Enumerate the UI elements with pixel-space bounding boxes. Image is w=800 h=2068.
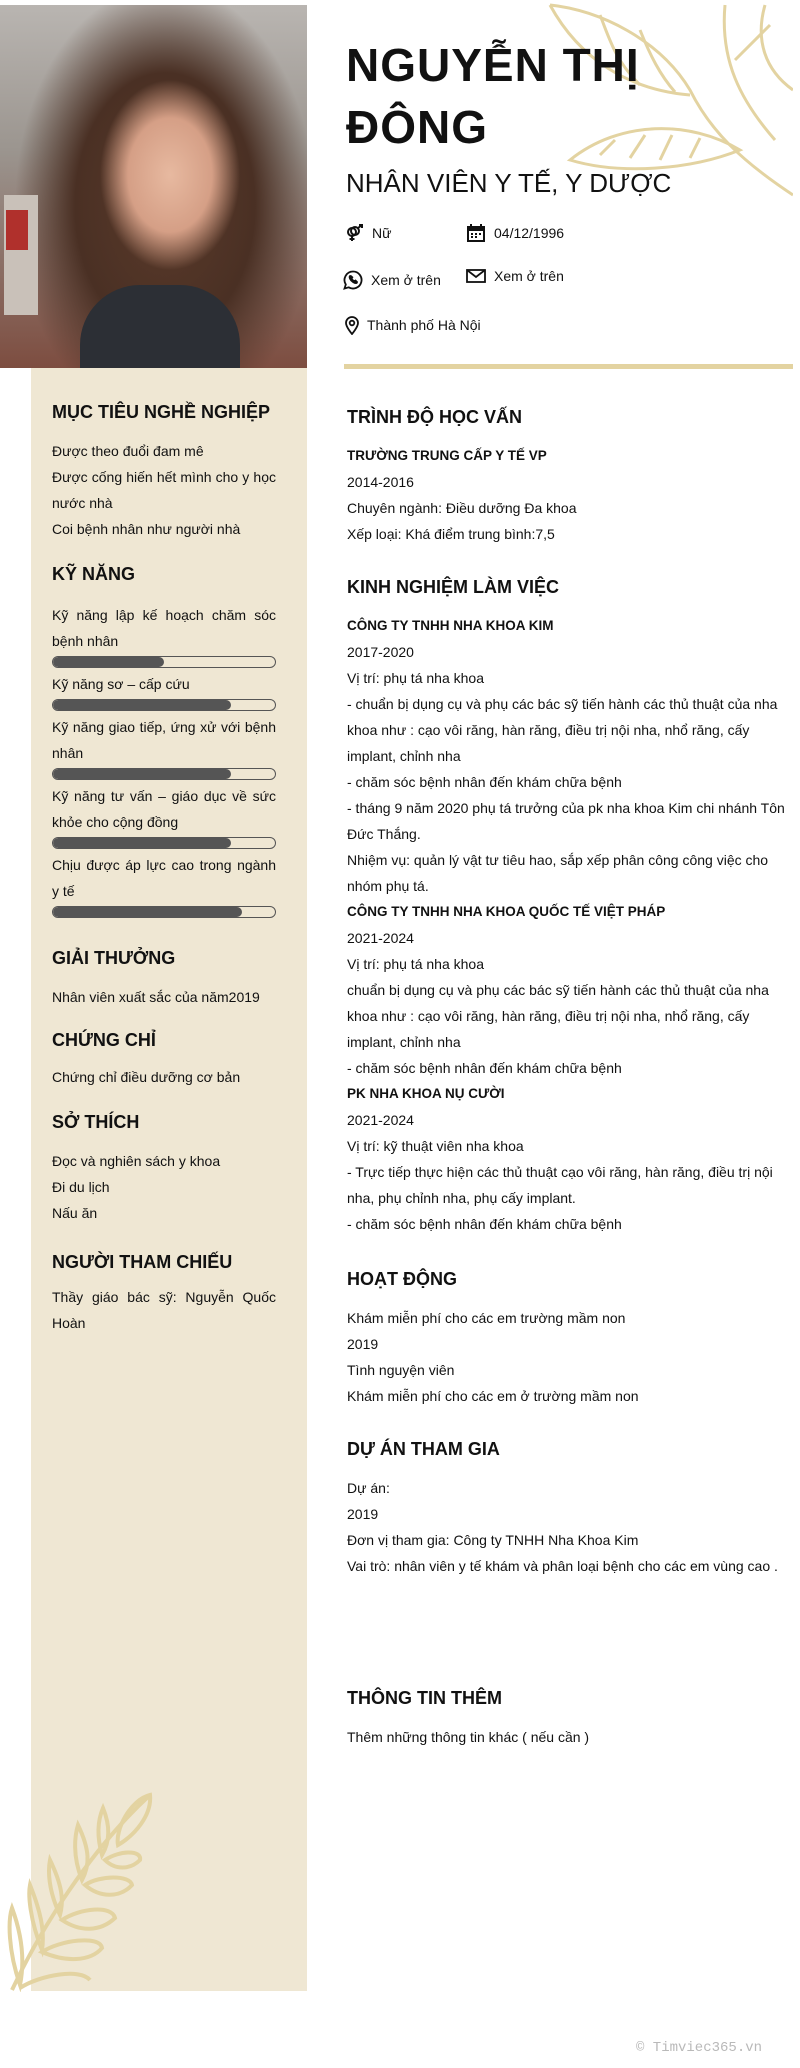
phone-info — [343, 270, 441, 290]
additional-info-section — [347, 1686, 792, 1750]
job-detail-line: Vị trí: phụ tá nha khoa — [347, 956, 484, 972]
skill-label: Kỹ năng giao tiếp, ứng xử với bệnh nhân — [52, 719, 276, 761]
awards-heading: GIẢI THƯỞNG — [52, 948, 176, 968]
job-detail-line: Vị trí: phụ tá nha khoa — [347, 670, 484, 686]
skill-bar-fill — [53, 657, 164, 667]
skill-item — [52, 852, 276, 918]
projects-line: Đơn vị tham gia: Công ty TNHH Nha Khoa Kim — [347, 1532, 639, 1548]
skill-bar — [52, 906, 276, 918]
hobby-item: Đi du lịch — [52, 1179, 110, 1195]
skill-bar-fill — [53, 907, 242, 917]
job-item — [347, 899, 792, 1081]
location-pin-icon — [342, 315, 362, 335]
skill-bar — [52, 656, 276, 668]
job-detail-line: 2017-2020 — [347, 644, 414, 660]
header-divider — [344, 364, 793, 369]
skill-label: Chịu được áp lực cao trong ngành y tế — [52, 857, 276, 899]
skill-item — [52, 783, 276, 849]
skill-bar — [52, 768, 276, 780]
job-detail-line: - chăm sóc bệnh nhân đến khám chữa bệnh — [347, 1216, 622, 1232]
hobbies-heading: SỞ THÍCH — [52, 1112, 140, 1132]
job-detail-line: - chăm sóc bệnh nhân đến khám chữa bệnh — [347, 774, 622, 790]
phone-value: Xem ở trên — [371, 272, 441, 288]
email-info — [466, 266, 564, 286]
activities-line: Khám miễn phí cho các em ở trường mầm non — [347, 1388, 639, 1404]
job-item — [347, 1081, 792, 1237]
projects-line: 2019 — [347, 1506, 379, 1522]
certificates-section — [52, 1028, 276, 1090]
job-detail-line: chuẩn bị dụng cụ và phụ các bác sỹ tiến hành các thủ thuật của nha khoa như : cạo vôi răng, hàn răng, điều trị nội nha, nhổ răng, cấy implant, chỉnh nha — [347, 982, 769, 1050]
objective-line: Được theo đuổi đam mê — [52, 443, 204, 459]
objective-line: Được cống hiến hết mình cho y học nước nhà — [52, 469, 276, 511]
profile-photo — [0, 5, 307, 368]
skill-item — [52, 602, 276, 668]
education-line: Xếp loại: Khá điểm trung bình:7,5 — [347, 526, 555, 542]
projects-line: Vai trò: nhân viên y tế khám và phân loại bệnh cho các em vùng cao . — [347, 1558, 778, 1574]
school-name: TRƯỜNG TRUNG CẤP Y TẾ VP — [347, 448, 547, 463]
education-line: 2014-2016 — [347, 474, 414, 490]
skill-label: Kỹ năng tư vấn – giáo dục về sức khỏe cho cộng đồng — [52, 788, 276, 830]
skill-bar — [52, 837, 276, 849]
reference-item: Thầy giáo bác sỹ: Nguyễn Quốc Hoàn — [52, 1289, 276, 1331]
skill-label: Kỹ năng lập kế hoạch chăm sóc bệnh nhân — [52, 607, 276, 649]
activities-line: Tình nguyện viên — [347, 1362, 455, 1378]
hobby-item: Đọc và nghiên sách y khoa — [52, 1153, 221, 1169]
sidebar — [31, 368, 307, 1991]
additional-info-heading: THÔNG TIN THÊM — [347, 1688, 502, 1708]
skills-section — [52, 562, 276, 921]
activities-section — [347, 1267, 792, 1409]
awards-section — [52, 946, 276, 1010]
job-detail-line: - Trực tiếp thực hiện các thủ thuật cạo vôi răng, hàn răng, điều trị nội nha, phụ chỉnh nha, phụ cấy implant. — [347, 1164, 773, 1206]
additional-info-line: Thêm những thông tin khác ( nếu cần ) — [347, 1729, 590, 1745]
job-detail-line: - tháng 9 năm 2020 phụ tá trưởng của pk nha khoa Kim chi nhánh Tôn Đức Thắng. — [347, 800, 785, 842]
projects-section — [347, 1437, 792, 1579]
award-item: Nhân viên xuất sắc của năm2019 — [52, 989, 260, 1005]
gender-value: Nữ — [372, 225, 392, 241]
experience-heading: KINH NGHIỆM LÀM VIỆC — [347, 577, 560, 597]
leaf-decoration-bottom — [0, 1790, 160, 1992]
mail-icon — [466, 266, 486, 286]
email-value: Xem ở trên — [494, 268, 564, 284]
objective-line: Coi bệnh nhân như người nhà — [52, 521, 241, 537]
experience-section — [347, 575, 792, 1237]
skill-label: Kỹ năng sơ – cấp cứu — [52, 676, 190, 692]
gender-icon — [344, 223, 364, 243]
skills-heading: KỸ NĂNG — [52, 564, 136, 584]
education-section — [347, 405, 792, 547]
company-name: CÔNG TY TNHH NHA KHOA QUỐC TẾ VIỆT PHÁP — [347, 904, 666, 919]
activities-line: Khám miễn phí cho các em trường mầm non — [347, 1310, 626, 1326]
birthday-info — [466, 223, 564, 243]
candidate-name: NGUYỄN THỊ ĐÔNG — [346, 39, 640, 153]
job-detail-line: 2021-2024 — [347, 930, 414, 946]
skill-item — [52, 671, 276, 711]
job-detail-line: Vị trí: kỹ thuật viên nha khoa — [347, 1138, 524, 1154]
job-title: NHÂN VIÊN Y TẾ, Y DƯỢC — [346, 168, 672, 198]
hobbies-section — [52, 1110, 276, 1226]
address-info — [342, 315, 481, 335]
objective-heading: MỤC TIÊU NGHỀ NGHIỆP — [52, 402, 271, 422]
hobby-item: Nấu ăn — [52, 1205, 98, 1221]
gender-info — [344, 223, 391, 243]
whatsapp-icon — [343, 270, 363, 290]
references-section — [52, 1250, 276, 1336]
birthday-value: 04/12/1996 — [494, 225, 565, 241]
job-detail-line: 2021-2024 — [347, 1112, 414, 1128]
education-line: Chuyên ngành: Điều dưỡng Đa khoa — [347, 500, 577, 516]
projects-line: Dự án: — [347, 1480, 390, 1496]
job-detail-line: Nhiệm vụ: quản lý vật tư tiêu hao, sắp xếp phân công công việc cho nhóm phụ tá. — [347, 852, 769, 894]
skill-bar-fill — [53, 838, 231, 848]
job-detail-line: - chuẩn bị dụng cụ và phụ các bác sỹ tiến hành các thủ thuật của nha khoa như : cạo vôi răng, hàn răng, điều trị nội nha, nhổ răng, cấy implant, chỉnh nha — [347, 696, 778, 764]
address-value: Thành phố Hà Nội — [367, 317, 481, 333]
watermark: © Timviec365.vn — [636, 2040, 763, 2056]
job-item — [347, 613, 792, 899]
job-detail-line: - chăm sóc bệnh nhân đến khám chữa bệnh — [347, 1060, 622, 1076]
certificate-item: Chứng chỉ điều dưỡng cơ bản — [52, 1069, 241, 1085]
activities-heading: HOẠT ĐỘNG — [347, 1269, 457, 1289]
company-name: PK NHA KHOA NỤ CƯỜI — [347, 1086, 505, 1101]
skill-bar — [52, 699, 276, 711]
objective-section — [52, 400, 276, 542]
company-name: CÔNG TY TNHH NHA KHOA KIM — [347, 618, 554, 633]
calendar-icon — [466, 223, 486, 243]
skill-bar-fill — [53, 769, 231, 779]
skill-item — [52, 714, 276, 780]
activities-line: 2019 — [347, 1336, 379, 1352]
certificates-heading: CHỨNG CHỈ — [52, 1030, 156, 1050]
skill-bar-fill — [53, 700, 231, 710]
references-heading: NGƯỜI THAM CHIẾU — [52, 1252, 233, 1272]
projects-heading: DỰ ÁN THAM GIA — [347, 1439, 500, 1459]
education-heading: TRÌNH ĐỘ HỌC VẤN — [347, 407, 522, 427]
